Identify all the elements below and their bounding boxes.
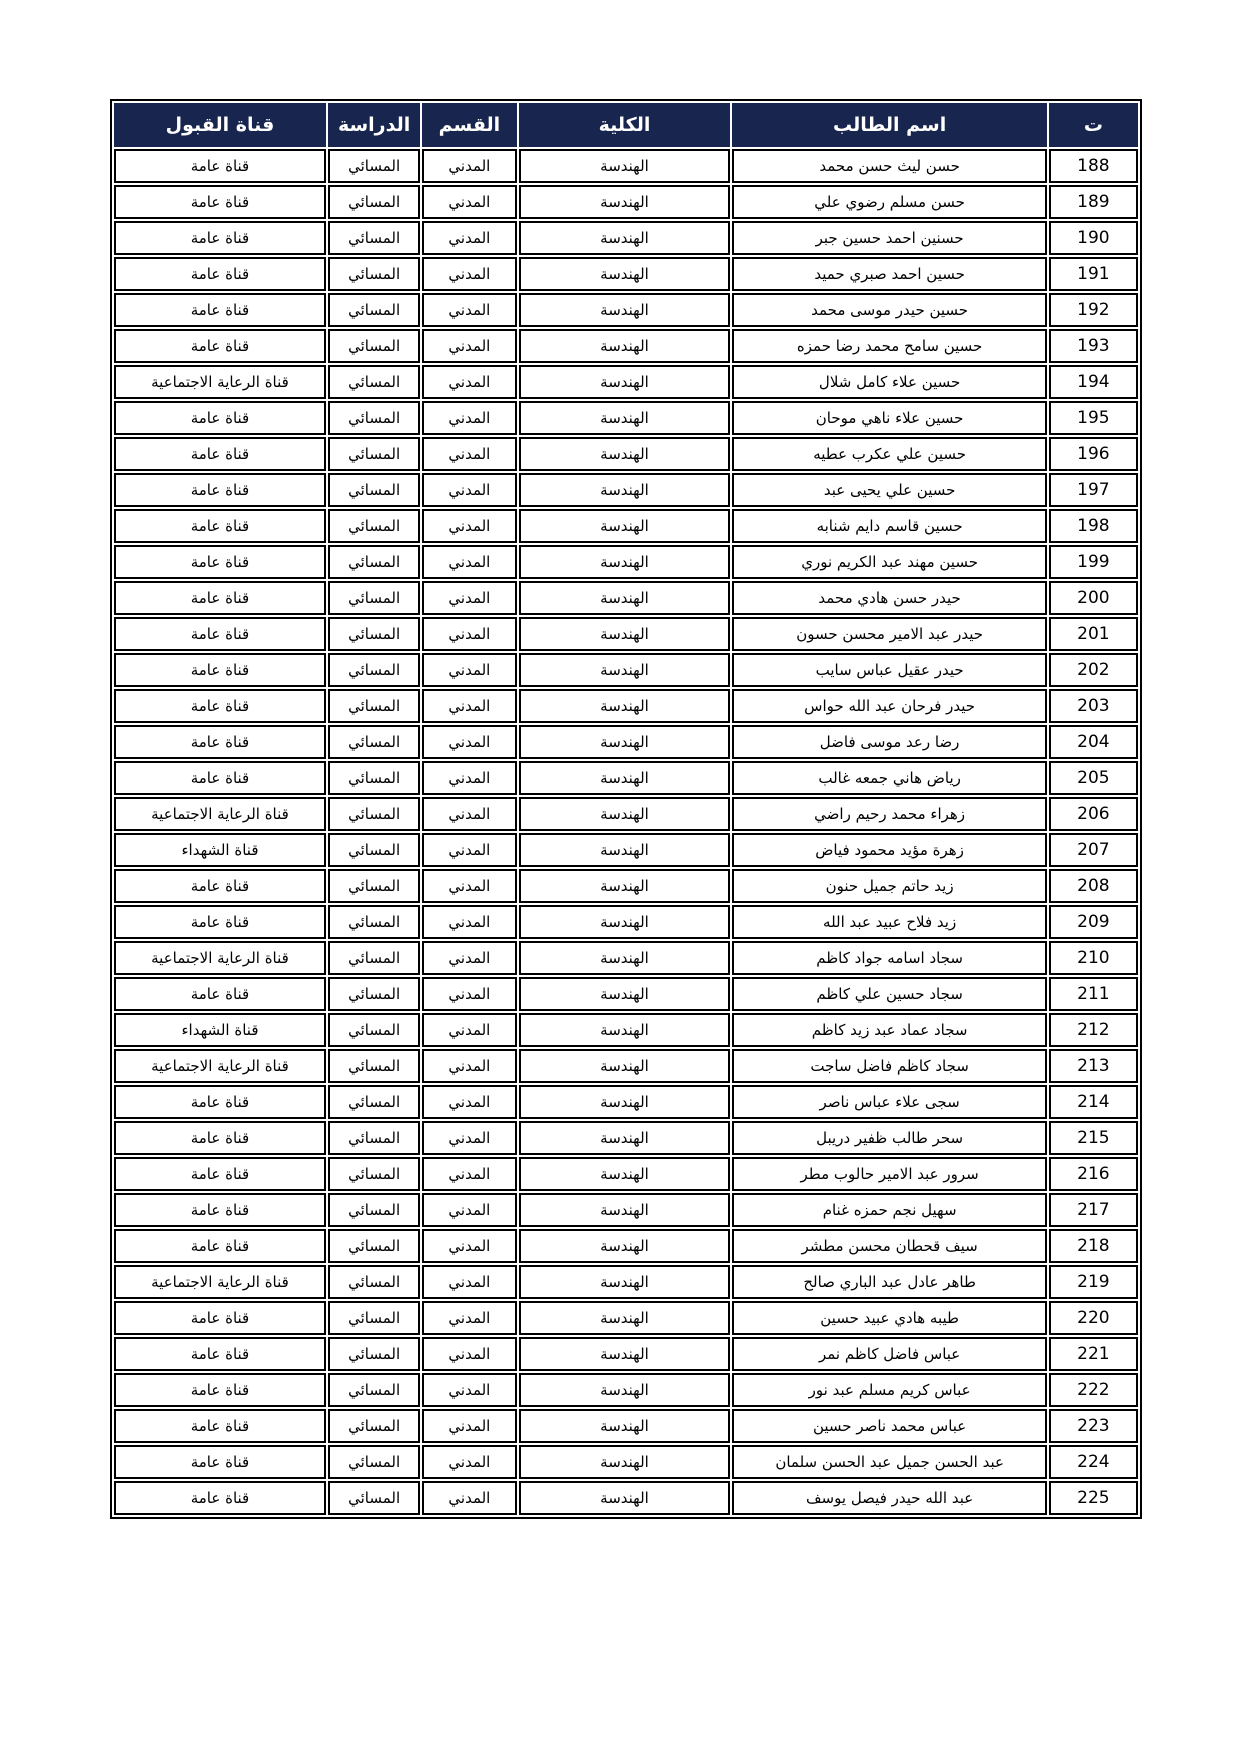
cell-admission-channel: قناة الشهداء <box>114 833 326 867</box>
cell-index: 217 <box>1049 1193 1138 1227</box>
table-row <box>114 941 1138 975</box>
cell-index: 214 <box>1049 1085 1138 1119</box>
cell-study: المسائي <box>328 977 420 1011</box>
cell-department: المدني <box>422 617 516 651</box>
cell-department: المدني <box>422 1193 516 1227</box>
cell-college: الهندسة <box>519 149 731 183</box>
table-row <box>114 977 1138 1011</box>
cell-study: المسائي <box>328 185 420 219</box>
cell-study: المسائي <box>328 797 420 831</box>
cell-student-name: عبد الحسن جميل عبد الحسن سلمان <box>732 1445 1046 1479</box>
cell-index: 188 <box>1049 149 1138 183</box>
table-row <box>114 437 1138 471</box>
cell-study: المسائي <box>328 293 420 327</box>
cell-admission-channel: قناة عامة <box>114 1193 326 1227</box>
cell-department: المدني <box>422 977 516 1011</box>
cell-department: المدني <box>422 725 516 759</box>
cell-admission-channel: قناة عامة <box>114 1121 326 1155</box>
table-header-row <box>114 103 1138 147</box>
cell-department: المدني <box>422 1481 516 1515</box>
cell-admission-channel: قناة عامة <box>114 725 326 759</box>
cell-student-name: طيبه هادي عبيد حسين <box>732 1301 1046 1335</box>
table-row <box>114 1481 1138 1515</box>
cell-student-name: رياض هاني جمعه غالب <box>732 761 1046 795</box>
cell-department: المدني <box>422 833 516 867</box>
cell-admission-channel: قناة عامة <box>114 1409 326 1443</box>
cell-department: المدني <box>422 1121 516 1155</box>
cell-index: 206 <box>1049 797 1138 831</box>
cell-index: 205 <box>1049 761 1138 795</box>
cell-department: المدني <box>422 365 516 399</box>
cell-department: المدني <box>422 941 516 975</box>
cell-study: المسائي <box>328 1445 420 1479</box>
cell-study: المسائي <box>328 725 420 759</box>
cell-college: الهندسة <box>519 797 731 831</box>
cell-index: 207 <box>1049 833 1138 867</box>
cell-index: 195 <box>1049 401 1138 435</box>
cell-index: 192 <box>1049 293 1138 327</box>
cell-college: الهندسة <box>519 869 731 903</box>
cell-college: الهندسة <box>519 185 731 219</box>
header-admission-channel: قناة القبول <box>114 103 326 147</box>
cell-index: 209 <box>1049 905 1138 939</box>
cell-study: المسائي <box>328 509 420 543</box>
header-student-name: اسم الطالب <box>732 103 1046 147</box>
cell-admission-channel: قناة الرعاية الاجتماعية <box>114 1265 326 1299</box>
table-row <box>114 1301 1138 1335</box>
cell-college: الهندسة <box>519 1013 731 1047</box>
cell-college: الهندسة <box>519 1121 731 1155</box>
cell-student-name: سجى علاء عباس ناصر <box>732 1085 1046 1119</box>
cell-college: الهندسة <box>519 545 731 579</box>
cell-index: 194 <box>1049 365 1138 399</box>
cell-student-name: زيد فلاح عبيد عبد الله <box>732 905 1046 939</box>
cell-college: الهندسة <box>519 1193 731 1227</box>
cell-admission-channel: قناة الرعاية الاجتماعية <box>114 797 326 831</box>
table-header <box>114 103 1138 147</box>
cell-college: الهندسة <box>519 689 731 723</box>
cell-study: المسائي <box>328 1409 420 1443</box>
table-row <box>114 185 1138 219</box>
cell-index: 208 <box>1049 869 1138 903</box>
table-body <box>114 149 1138 1515</box>
cell-study: المسائي <box>328 1193 420 1227</box>
cell-study: المسائي <box>328 1085 420 1119</box>
cell-index: 199 <box>1049 545 1138 579</box>
cell-department: المدني <box>422 1409 516 1443</box>
cell-admission-channel: قناة عامة <box>114 221 326 255</box>
cell-department: المدني <box>422 473 516 507</box>
cell-study: المسائي <box>328 473 420 507</box>
cell-college: الهندسة <box>519 221 731 255</box>
cell-index: 197 <box>1049 473 1138 507</box>
cell-student-name: حسين حيدر موسى محمد <box>732 293 1046 327</box>
cell-study: المسائي <box>328 869 420 903</box>
cell-student-name: حسين علي عكرب عطيه <box>732 437 1046 471</box>
cell-student-name: زيد حاتم جميل حنون <box>732 869 1046 903</box>
cell-student-name: حيدر حسن هادي محمد <box>732 581 1046 615</box>
cell-department: المدني <box>422 761 516 795</box>
table-row <box>114 257 1138 291</box>
table-row <box>114 833 1138 867</box>
cell-department: المدني <box>422 437 516 471</box>
table-row <box>114 293 1138 327</box>
cell-index: 189 <box>1049 185 1138 219</box>
cell-department: المدني <box>422 329 516 363</box>
cell-admission-channel: قناة عامة <box>114 545 326 579</box>
cell-admission-channel: قناة عامة <box>114 1085 326 1119</box>
cell-college: الهندسة <box>519 1337 731 1371</box>
cell-study: المسائي <box>328 1013 420 1047</box>
table-row <box>114 761 1138 795</box>
cell-index: 213 <box>1049 1049 1138 1083</box>
cell-college: الهندسة <box>519 725 731 759</box>
cell-index: 200 <box>1049 581 1138 615</box>
cell-index: 218 <box>1049 1229 1138 1263</box>
cell-study: المسائي <box>328 545 420 579</box>
table-row <box>114 797 1138 831</box>
cell-department: المدني <box>422 797 516 831</box>
table-row <box>114 1157 1138 1191</box>
cell-admission-channel: قناة عامة <box>114 1373 326 1407</box>
header-college: الكلية <box>519 103 731 147</box>
cell-student-name: سرور عبد الامير حالوب مطر <box>732 1157 1046 1191</box>
cell-college: الهندسة <box>519 1481 731 1515</box>
cell-student-name: زهرة مؤيد محمود فياض <box>732 833 1046 867</box>
cell-admission-channel: قناة الرعاية الاجتماعية <box>114 1049 326 1083</box>
cell-admission-channel: قناة عامة <box>114 581 326 615</box>
table-row <box>114 1445 1138 1479</box>
cell-department: المدني <box>422 905 516 939</box>
cell-student-name: حيدر عقيل عباس سايب <box>732 653 1046 687</box>
cell-department: المدني <box>422 1013 516 1047</box>
header-department: القسم <box>422 103 516 147</box>
cell-index: 204 <box>1049 725 1138 759</box>
cell-study: المسائي <box>328 761 420 795</box>
cell-student-name: حسن مسلم رضوي علي <box>732 185 1046 219</box>
cell-study: المسائي <box>328 401 420 435</box>
table-row <box>114 617 1138 651</box>
cell-college: الهندسة <box>519 1373 731 1407</box>
cell-study: المسائي <box>328 1265 420 1299</box>
cell-index: 221 <box>1049 1337 1138 1371</box>
cell-department: المدني <box>422 509 516 543</box>
cell-college: الهندسة <box>519 1301 731 1335</box>
cell-student-name: حيدر عبد الامير محسن حسون <box>732 617 1046 651</box>
cell-student-name: طاهر عادل عبد الباري صالح <box>732 1265 1046 1299</box>
table-row <box>114 581 1138 615</box>
cell-index: 223 <box>1049 1409 1138 1443</box>
cell-department: المدني <box>422 1265 516 1299</box>
cell-study: المسائي <box>328 941 420 975</box>
cell-college: الهندسة <box>519 401 731 435</box>
header-index: ت <box>1049 103 1138 147</box>
cell-admission-channel: قناة عامة <box>114 437 326 471</box>
table-row <box>114 365 1138 399</box>
cell-student-name: حسين علي يحيى عبد <box>732 473 1046 507</box>
table-row <box>114 149 1138 183</box>
cell-college: الهندسة <box>519 1229 731 1263</box>
cell-admission-channel: قناة عامة <box>114 293 326 327</box>
cell-college: الهندسة <box>519 257 731 291</box>
cell-student-name: سجاد عماد عبد زيد كاظم <box>732 1013 1046 1047</box>
cell-department: المدني <box>422 1373 516 1407</box>
cell-index: 210 <box>1049 941 1138 975</box>
cell-study: المسائي <box>328 581 420 615</box>
cell-admission-channel: قناة عامة <box>114 905 326 939</box>
cell-study: المسائي <box>328 905 420 939</box>
cell-index: 225 <box>1049 1481 1138 1515</box>
cell-student-name: عباس كريم مسلم عبد نور <box>732 1373 1046 1407</box>
cell-admission-channel: قناة عامة <box>114 977 326 1011</box>
cell-admission-channel: قناة عامة <box>114 149 326 183</box>
table-row <box>114 1409 1138 1443</box>
table-row <box>114 545 1138 579</box>
table-row <box>114 1265 1138 1299</box>
cell-admission-channel: قناة عامة <box>114 653 326 687</box>
cell-department: المدني <box>422 1445 516 1479</box>
table-row <box>114 509 1138 543</box>
cell-student-name: حسين احمد صبري حميد <box>732 257 1046 291</box>
cell-department: المدني <box>422 1085 516 1119</box>
cell-student-name: سحر طالب ظفير دريبل <box>732 1121 1046 1155</box>
cell-index: 203 <box>1049 689 1138 723</box>
cell-college: الهندسة <box>519 1049 731 1083</box>
cell-study: المسائي <box>328 617 420 651</box>
cell-admission-channel: قناة عامة <box>114 329 326 363</box>
cell-college: الهندسة <box>519 653 731 687</box>
cell-student-name: حسين مهند عبد الكريم نوري <box>732 545 1046 579</box>
cell-index: 212 <box>1049 1013 1138 1047</box>
cell-admission-channel: قناة عامة <box>114 473 326 507</box>
cell-student-name: حسين سامح محمد رضا حمزه <box>732 329 1046 363</box>
cell-study: المسائي <box>328 365 420 399</box>
cell-student-name: زهراء محمد رحيم راضي <box>732 797 1046 831</box>
cell-admission-channel: قناة عامة <box>114 257 326 291</box>
student-roster-table <box>110 99 1142 1519</box>
table-row <box>114 1049 1138 1083</box>
cell-index: 215 <box>1049 1121 1138 1155</box>
cell-department: المدني <box>422 149 516 183</box>
cell-index: 193 <box>1049 329 1138 363</box>
cell-admission-channel: قناة عامة <box>114 1481 326 1515</box>
table-row <box>114 1085 1138 1119</box>
cell-study: المسائي <box>328 833 420 867</box>
table-row <box>114 869 1138 903</box>
table-row <box>114 1337 1138 1371</box>
table-row <box>114 905 1138 939</box>
cell-student-name: حسنين احمد حسين جبر <box>732 221 1046 255</box>
cell-college: الهندسة <box>519 617 731 651</box>
cell-department: المدني <box>422 689 516 723</box>
cell-study: المسائي <box>328 653 420 687</box>
cell-index: 211 <box>1049 977 1138 1011</box>
cell-student-name: سجاد حسين علي كاظم <box>732 977 1046 1011</box>
cell-admission-channel: قناة عامة <box>114 1301 326 1335</box>
cell-index: 190 <box>1049 221 1138 255</box>
cell-admission-channel: قناة عامة <box>114 185 326 219</box>
cell-department: المدني <box>422 185 516 219</box>
cell-admission-channel: قناة عامة <box>114 689 326 723</box>
cell-department: المدني <box>422 545 516 579</box>
cell-study: المسائي <box>328 1121 420 1155</box>
cell-college: الهندسة <box>519 977 731 1011</box>
cell-index: 219 <box>1049 1265 1138 1299</box>
cell-student-name: حسين قاسم دايم شنابه <box>732 509 1046 543</box>
cell-study: المسائي <box>328 1337 420 1371</box>
cell-study: المسائي <box>328 689 420 723</box>
table-row <box>114 653 1138 687</box>
cell-department: المدني <box>422 869 516 903</box>
cell-college: الهندسة <box>519 833 731 867</box>
cell-student-name: عبد الله حيدر فيصل يوسف <box>732 1481 1046 1515</box>
cell-study: المسائي <box>328 1229 420 1263</box>
table-row <box>114 725 1138 759</box>
table-row <box>114 221 1138 255</box>
cell-study: المسائي <box>328 257 420 291</box>
student-roster-table-container <box>110 99 1142 1519</box>
cell-student-name: عباس فاضل كاظم نمر <box>732 1337 1046 1371</box>
table-row <box>114 329 1138 363</box>
cell-index: 191 <box>1049 257 1138 291</box>
table-row <box>114 1121 1138 1155</box>
cell-department: المدني <box>422 257 516 291</box>
cell-college: الهندسة <box>519 473 731 507</box>
cell-college: الهندسة <box>519 905 731 939</box>
cell-study: المسائي <box>328 1301 420 1335</box>
table-row <box>114 1013 1138 1047</box>
cell-study: المسائي <box>328 437 420 471</box>
cell-index: 216 <box>1049 1157 1138 1191</box>
cell-study: المسائي <box>328 149 420 183</box>
table-row <box>114 473 1138 507</box>
cell-index: 224 <box>1049 1445 1138 1479</box>
cell-index: 222 <box>1049 1373 1138 1407</box>
cell-college: الهندسة <box>519 329 731 363</box>
cell-college: الهندسة <box>519 1445 731 1479</box>
cell-department: المدني <box>422 293 516 327</box>
table-row <box>114 1193 1138 1227</box>
cell-department: المدني <box>422 1157 516 1191</box>
cell-admission-channel: قناة عامة <box>114 1445 326 1479</box>
cell-college: الهندسة <box>519 509 731 543</box>
cell-study: المسائي <box>328 1373 420 1407</box>
cell-department: المدني <box>422 1337 516 1371</box>
table-row <box>114 689 1138 723</box>
cell-department: المدني <box>422 1301 516 1335</box>
cell-study: المسائي <box>328 1481 420 1515</box>
cell-study: المسائي <box>328 329 420 363</box>
cell-index: 198 <box>1049 509 1138 543</box>
cell-student-name: حسن ليث حسن محمد <box>732 149 1046 183</box>
cell-department: المدني <box>422 221 516 255</box>
cell-admission-channel: قناة عامة <box>114 401 326 435</box>
cell-college: الهندسة <box>519 1409 731 1443</box>
cell-department: المدني <box>422 401 516 435</box>
cell-college: الهندسة <box>519 941 731 975</box>
cell-study: المسائي <box>328 221 420 255</box>
cell-admission-channel: قناة الرعاية الاجتماعية <box>114 365 326 399</box>
cell-index: 196 <box>1049 437 1138 471</box>
cell-student-name: حيدر فرحان عبد الله حواس <box>732 689 1046 723</box>
cell-college: الهندسة <box>519 437 731 471</box>
cell-college: الهندسة <box>519 761 731 795</box>
cell-admission-channel: قناة عامة <box>114 1157 326 1191</box>
cell-student-name: سهيل نجم حمزه غنام <box>732 1193 1046 1227</box>
cell-student-name: سجاد اسامه جواد كاظم <box>732 941 1046 975</box>
cell-admission-channel: قناة عامة <box>114 617 326 651</box>
cell-student-name: عباس محمد ناصر حسين <box>732 1409 1046 1443</box>
cell-student-name: حسين علاء ناهي موحان <box>732 401 1046 435</box>
cell-department: المدني <box>422 653 516 687</box>
cell-department: المدني <box>422 1049 516 1083</box>
cell-student-name: سيف قحطان محسن مطشر <box>732 1229 1046 1263</box>
cell-department: المدني <box>422 581 516 615</box>
cell-admission-channel: قناة عامة <box>114 1337 326 1371</box>
cell-admission-channel: قناة عامة <box>114 761 326 795</box>
cell-student-name: حسين علاء كامل شلال <box>732 365 1046 399</box>
cell-admission-channel: قناة الرعاية الاجتماعية <box>114 941 326 975</box>
cell-college: الهندسة <box>519 1265 731 1299</box>
cell-student-name: رضا رعد موسى فاضل <box>732 725 1046 759</box>
cell-admission-channel: قناة عامة <box>114 869 326 903</box>
cell-admission-channel: قناة عامة <box>114 509 326 543</box>
cell-college: الهندسة <box>519 1085 731 1119</box>
table-row <box>114 401 1138 435</box>
table-row <box>114 1373 1138 1407</box>
cell-index: 202 <box>1049 653 1138 687</box>
cell-admission-channel: قناة عامة <box>114 1229 326 1263</box>
cell-department: المدني <box>422 1229 516 1263</box>
header-study: الدراسة <box>328 103 420 147</box>
cell-study: المسائي <box>328 1157 420 1191</box>
cell-index: 220 <box>1049 1301 1138 1335</box>
cell-study: المسائي <box>328 1049 420 1083</box>
cell-college: الهندسة <box>519 293 731 327</box>
table-row <box>114 1229 1138 1263</box>
cell-student-name: سجاد كاظم فاضل ساجت <box>732 1049 1046 1083</box>
cell-college: الهندسة <box>519 1157 731 1191</box>
cell-college: الهندسة <box>519 581 731 615</box>
cell-admission-channel: قناة الشهداء <box>114 1013 326 1047</box>
cell-index: 201 <box>1049 617 1138 651</box>
cell-college: الهندسة <box>519 365 731 399</box>
